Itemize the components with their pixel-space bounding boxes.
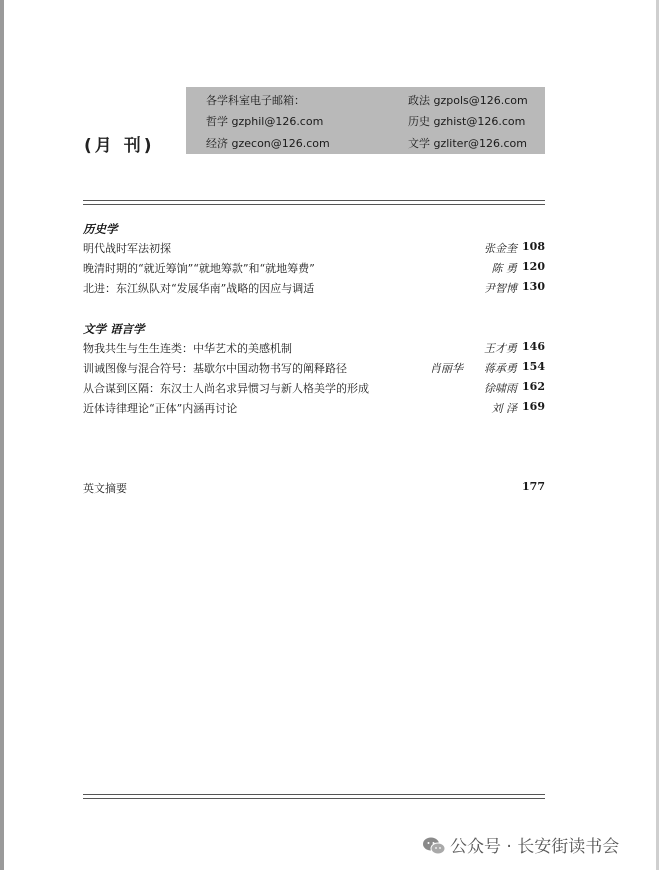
entry-coauthor: 肖丽华: [430, 362, 463, 375]
entry-author: 徐啸雨: [484, 382, 517, 395]
toc-entry[interactable]: [83, 240, 545, 256]
section-title-history: 历史学: [83, 222, 118, 236]
entry-author: 王才勇: [484, 342, 517, 355]
top-rule: [83, 200, 545, 201]
entry-title: 明代战时军法初探: [83, 242, 171, 255]
entry-author: 尹智博: [484, 282, 517, 295]
email-box: [186, 87, 545, 154]
toc-entry[interactable]: [83, 380, 545, 396]
watermark: [422, 832, 620, 857]
email-header: 各学科室电子邮箱：: [206, 94, 305, 107]
email-philosophy[interactable]: 哲学 gzphil@126.com: [206, 115, 324, 128]
entry-page: 146: [522, 340, 545, 353]
abstract-page: 177: [522, 480, 545, 493]
top-rule-thin: [83, 204, 545, 205]
toc-entry[interactable]: [83, 280, 545, 296]
abstract-label: 英文摘要: [83, 482, 127, 495]
entry-title: 北进：东江纵队对“发展华南”战略的因应与调适: [83, 282, 315, 295]
entry-author: 张金奎: [484, 242, 517, 255]
toc-entry[interactable]: [83, 340, 545, 356]
entry-author: 陈 勇: [491, 262, 517, 275]
bottom-rule-thin: [83, 798, 545, 799]
toc-entry[interactable]: [83, 360, 545, 376]
entry-title: 物我共生与生生连类：中华艺术的美感机制: [83, 342, 292, 355]
entry-title: 从合谋到区隔：东汉士人尚名求异惯习与新人格美学的形成: [83, 382, 369, 395]
email-history[interactable]: 历史 gzhist@126.com: [408, 115, 526, 128]
toc-entry[interactable]: [83, 260, 545, 276]
email-economics[interactable]: 经济 gzecon@126.com: [206, 137, 330, 150]
entry-title: 训诫图像与混合符号：基歇尔中国动物书写的阐释路径: [83, 362, 347, 375]
abstract-entry[interactable]: [83, 480, 545, 496]
wechat-icon: [422, 836, 446, 856]
entry-page: 162: [522, 380, 545, 393]
entry-page: 130: [522, 280, 545, 293]
entry-page: 108: [522, 240, 545, 253]
watermark-text: 公众号 · 长安街读书会: [450, 837, 620, 857]
entry-title: 晚清时期的“就近筹饷”“就地筹款”和“就地筹费”: [83, 262, 315, 275]
monthly-label: (月 刊): [84, 136, 155, 156]
bottom-rule: [83, 794, 545, 795]
section-title-literature: 文学 语言学: [83, 322, 145, 336]
email-literature[interactable]: 文学 gzliter@126.com: [408, 137, 527, 150]
email-politics[interactable]: 政法 gzpols@126.com: [408, 94, 528, 107]
toc-entry[interactable]: [83, 400, 545, 416]
entry-title: 近体诗律理论“正体”内涵再讨论: [83, 402, 238, 415]
page-left-edge: [0, 0, 4, 870]
entry-author: 蒋承勇: [484, 362, 517, 375]
entry-page: 169: [522, 400, 545, 413]
entry-page: 154: [522, 360, 545, 373]
entry-page: 120: [522, 260, 545, 273]
entry-author: 刘 泽: [491, 402, 517, 415]
